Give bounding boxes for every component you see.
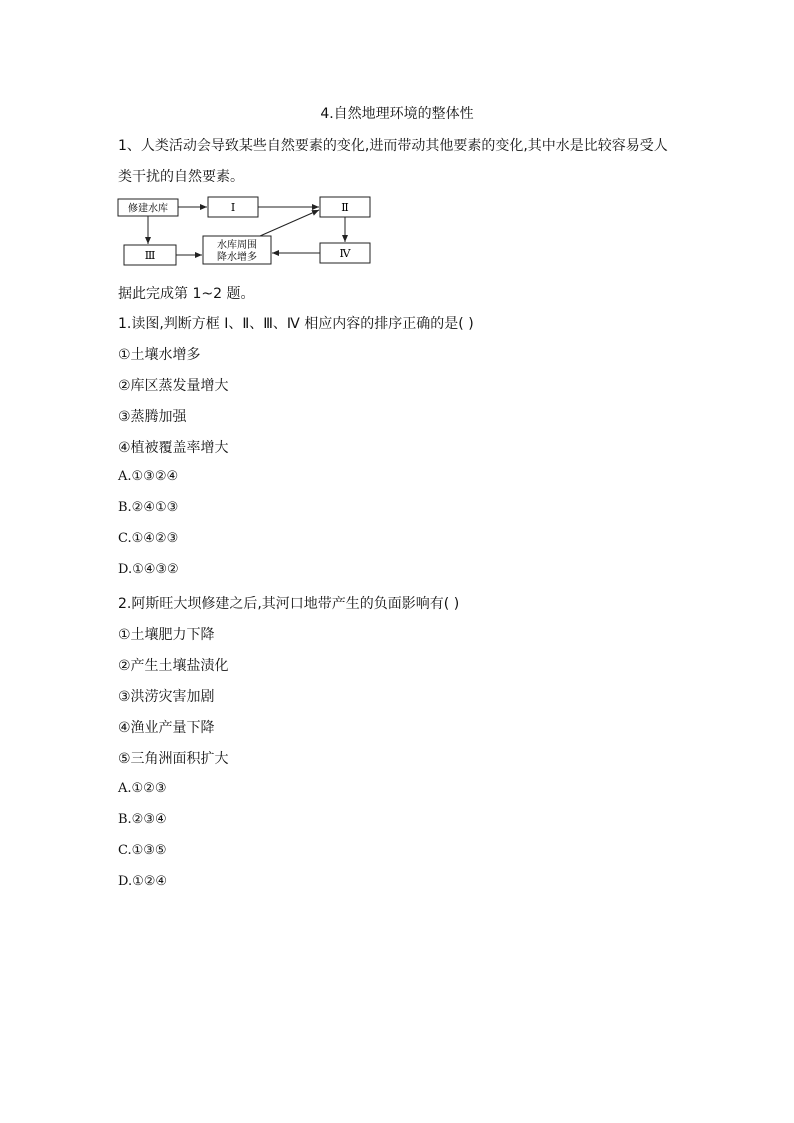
box-ii-label: Ⅱ [341, 201, 349, 214]
q1-option-a: A.①③②④ [118, 469, 179, 484]
arrow-result-to-ii [260, 210, 319, 236]
q1-option-b: B.②④①③ [118, 500, 179, 515]
box-ii [320, 197, 370, 217]
box-iii-label: Ⅲ [144, 249, 156, 262]
q2-option-d: D.①②④ [118, 874, 168, 889]
box-iii [124, 245, 176, 265]
q1-option-c: C.①④②③ [118, 531, 179, 546]
intro-text-line-1: 1、人类活动会导致某些自然要素的变化,进而带动其他要素的变化,其中水是比较容易受人 [118, 138, 668, 154]
q1-item: ④植被覆盖率增大 [118, 440, 229, 456]
q2-item: ②产生土壤盐渍化 [118, 658, 229, 674]
q2-option-c: C.①③⑤ [118, 843, 167, 858]
box-start-label: 修建水库 [128, 203, 168, 215]
q1-item: ①土壤水增多 [118, 347, 201, 363]
box-iv-label: Ⅳ [339, 247, 351, 260]
q2-option-a: A.①②③ [118, 781, 167, 796]
page-title: 4.自然地理环境的整体性 [320, 106, 474, 122]
q2-item: ⑤三角洲面积扩大 [118, 751, 229, 767]
box-i-label: Ⅰ [230, 201, 236, 214]
box-iv [320, 243, 370, 263]
intro-text-line-2: 类干扰的自然要素。 [118, 169, 244, 185]
box-i [208, 197, 258, 217]
q2-item: ④渔业产量下降 [118, 720, 215, 736]
instruction-text: 据此完成第 1~2 题。 [118, 286, 255, 302]
box-result [203, 236, 271, 264]
q1-item: ②库区蒸发量增大 [118, 378, 229, 394]
q1-item: ③蒸腾加强 [118, 409, 187, 425]
box-result-label-1: 水库周围 [217, 240, 257, 251]
q2-item: ③洪涝灾害加剧 [118, 689, 215, 705]
q2-option-b: B.②③④ [118, 812, 167, 827]
box-start [118, 199, 178, 216]
flow-diagram [110, 190, 380, 270]
q1-option-d: D.①④③② [118, 562, 179, 577]
q2-stem: 2.阿斯旺大坝修建之后,其河口地带产生的负面影响有( ) [118, 596, 460, 612]
q1-stem: 1.读图,判断方框 Ⅰ、Ⅱ、Ⅲ、Ⅳ 相应内容的排序正确的是( ) [118, 316, 474, 332]
q2-item: ①土壤肥力下降 [118, 627, 215, 643]
box-result-label-2: 降水增多 [217, 252, 257, 263]
